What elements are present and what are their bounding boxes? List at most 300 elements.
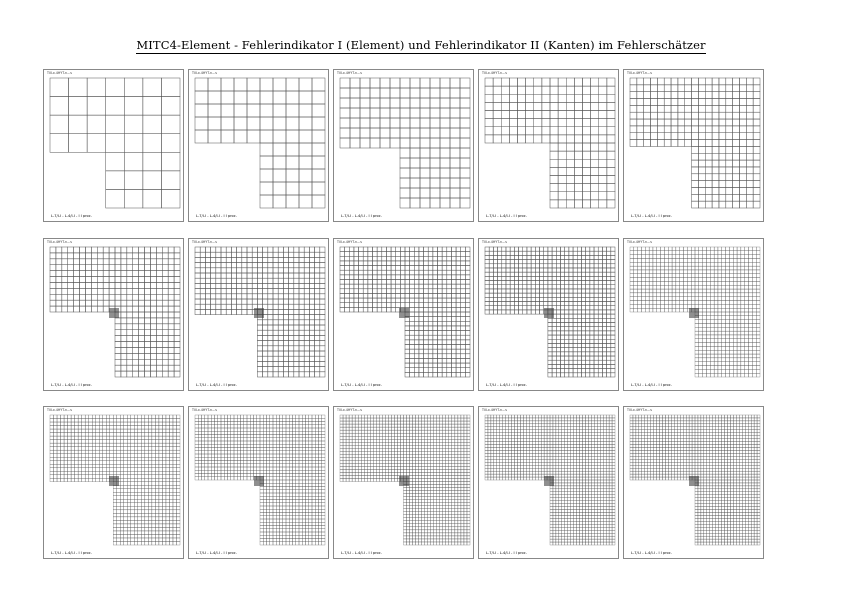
mesh-cell — [565, 310, 569, 314]
mesh-cell — [148, 436, 152, 440]
mesh-cell — [501, 102, 509, 110]
mesh-cell — [531, 297, 535, 301]
mesh-cell — [641, 270, 645, 274]
mesh-cell — [414, 293, 419, 298]
mesh-cell — [211, 451, 214, 454]
mesh-panel — [623, 238, 764, 391]
mesh-cell — [598, 373, 602, 377]
mesh-cell — [359, 284, 364, 289]
mesh-cell — [664, 266, 668, 270]
mesh-cell — [85, 419, 89, 423]
mesh-cell — [442, 363, 447, 368]
mesh-cell — [506, 272, 510, 276]
mesh-cell — [698, 187, 705, 194]
mesh-cell — [211, 457, 214, 460]
mesh-cell — [531, 306, 535, 310]
mesh-cell — [221, 78, 234, 91]
mesh-cell — [115, 277, 121, 283]
mesh-cell — [433, 280, 438, 285]
mesh-cell — [208, 461, 211, 464]
mesh-cell — [121, 271, 127, 277]
mesh-cell — [552, 373, 556, 377]
mesh-cell — [428, 261, 433, 266]
mesh-cell — [289, 273, 294, 278]
mesh-cell — [691, 281, 695, 285]
mesh-cell — [173, 520, 177, 524]
mesh-cell — [703, 373, 707, 377]
mesh-cell — [315, 351, 320, 356]
mesh-cell — [208, 104, 221, 117]
mesh-plot — [334, 70, 475, 223]
mesh-cell — [419, 293, 424, 298]
mesh-cell — [145, 365, 151, 371]
mesh-cell — [78, 440, 82, 444]
mesh-cell — [680, 258, 684, 262]
mesh-cell — [739, 187, 746, 194]
mesh-cell — [573, 302, 577, 306]
mesh-cell — [519, 289, 523, 293]
mesh-cell — [139, 294, 145, 300]
mesh-cell — [257, 273, 262, 278]
mesh-cell — [745, 262, 749, 266]
mesh-cell — [737, 373, 741, 377]
mesh-cell — [556, 343, 560, 347]
mesh-cell — [173, 443, 177, 447]
mesh-cell — [569, 293, 573, 297]
mesh-cell — [82, 422, 86, 426]
mesh-cell — [506, 251, 510, 255]
mesh-cell — [602, 310, 606, 314]
mesh-cell — [451, 326, 456, 331]
mesh-cell — [598, 297, 602, 301]
mesh-cell — [97, 253, 103, 259]
mesh-cell — [498, 251, 502, 255]
mesh-cell — [560, 331, 564, 335]
mesh-cell — [586, 272, 590, 276]
mesh-cell — [501, 119, 509, 127]
mesh-cell — [138, 524, 142, 528]
mesh-cell — [176, 426, 180, 430]
mesh-cell — [705, 160, 712, 167]
mesh-cell — [489, 302, 493, 306]
mesh-cell — [558, 102, 566, 110]
mesh-cell — [729, 350, 733, 354]
mesh-cell — [242, 268, 247, 273]
mesh-cell — [141, 429, 145, 433]
mesh-cell — [57, 468, 61, 472]
mesh-cell — [145, 318, 151, 324]
mesh-cell — [506, 306, 510, 310]
mesh-cell — [377, 293, 382, 298]
mesh-cell — [115, 288, 121, 294]
mesh-cell — [719, 181, 726, 188]
mesh-cell — [363, 275, 368, 280]
mesh-cell — [687, 278, 691, 282]
mesh-cell — [80, 253, 86, 259]
mesh-cell — [565, 297, 569, 301]
mesh-cell — [749, 362, 753, 366]
mesh-cell — [745, 297, 749, 301]
mesh-cell — [569, 276, 573, 280]
mesh-cell — [456, 261, 461, 266]
mesh-cell — [739, 153, 746, 160]
mesh-cell — [304, 273, 309, 278]
mesh-cell — [159, 454, 163, 458]
mesh-cell — [96, 478, 100, 482]
mesh-cell — [729, 285, 733, 289]
mesh-cell — [106, 471, 110, 475]
mesh-cell — [124, 524, 128, 528]
mesh-cell — [433, 270, 438, 275]
mesh-cell — [556, 289, 560, 293]
mesh-cell — [548, 281, 552, 285]
mesh-cell — [109, 294, 115, 300]
mesh-cell — [92, 464, 96, 468]
mesh-cell — [598, 322, 602, 326]
mesh — [195, 415, 325, 545]
mesh-cell — [97, 300, 103, 306]
mesh-cell — [87, 134, 106, 153]
mesh-cell — [315, 273, 320, 278]
mesh-cell — [309, 367, 314, 372]
mesh-panel — [478, 69, 619, 222]
mesh-cell — [710, 362, 714, 366]
mesh-cell — [722, 373, 726, 377]
mesh-cell — [630, 289, 634, 293]
mesh-cell — [139, 318, 145, 324]
mesh-cell — [540, 260, 544, 264]
mesh-cell — [273, 341, 278, 346]
mesh-cell — [138, 489, 142, 493]
mesh-cell — [124, 189, 143, 208]
mesh-cell — [699, 255, 703, 259]
mesh-cell — [278, 247, 283, 252]
mesh-cell — [92, 440, 96, 444]
mesh-cell — [729, 308, 733, 312]
mesh-cell — [202, 435, 205, 438]
mesh-cell — [661, 293, 665, 297]
mesh-cell — [706, 369, 710, 373]
mesh-cell — [424, 358, 429, 363]
mesh-cell — [103, 475, 107, 479]
mesh-cell — [127, 510, 131, 514]
mesh-cell — [360, 138, 370, 148]
mesh-cell — [565, 306, 569, 310]
mesh-cell — [489, 276, 493, 280]
mesh-cell — [590, 285, 594, 289]
mesh-cell — [283, 263, 288, 268]
mesh-cell — [211, 299, 216, 304]
mesh-cell — [57, 457, 61, 461]
mesh-cell — [150, 330, 156, 336]
mesh-cell — [657, 133, 664, 140]
mesh-cell — [703, 274, 707, 278]
mesh-cell — [176, 415, 180, 419]
mesh-cell — [746, 187, 753, 194]
mesh-cell — [127, 517, 131, 521]
mesh-cell — [138, 534, 142, 538]
mesh-cell — [461, 372, 466, 377]
mesh-cell — [205, 467, 208, 470]
mesh-cell — [692, 153, 699, 160]
mesh-cell — [148, 433, 152, 437]
mesh-cell — [195, 428, 198, 431]
mesh-cell — [739, 194, 746, 201]
mesh-cell — [159, 461, 163, 465]
mesh-cell — [718, 266, 722, 270]
mesh-cell — [159, 471, 163, 475]
mesh-cell — [450, 78, 460, 88]
mesh-cell — [124, 426, 128, 430]
mesh-cell — [428, 368, 433, 373]
mesh-cell — [428, 256, 433, 261]
mesh-cell — [714, 369, 718, 373]
mesh-cell — [145, 468, 149, 472]
mesh-cell — [414, 289, 419, 294]
mesh-cell — [737, 281, 741, 285]
mesh-cell — [661, 266, 665, 270]
mesh-cell — [75, 433, 79, 437]
mesh-cell — [145, 433, 149, 437]
mesh-cell — [523, 247, 527, 251]
mesh-cell — [54, 478, 58, 482]
mesh-cell — [565, 322, 569, 326]
mesh-cell — [565, 260, 569, 264]
mesh-cell — [523, 264, 527, 268]
mesh-cell — [221, 117, 234, 130]
mesh-cell — [278, 325, 283, 330]
mesh-cell — [714, 251, 718, 255]
mesh-cell — [155, 436, 159, 440]
mesh-cell — [410, 252, 415, 257]
mesh-cell — [684, 247, 688, 251]
mesh-cell — [386, 247, 391, 252]
mesh-cell — [630, 140, 637, 147]
mesh-cell — [198, 435, 201, 438]
mesh-cell — [127, 415, 131, 419]
mesh-cell — [752, 358, 756, 362]
mesh-cell — [156, 282, 162, 288]
mesh-cell — [113, 510, 117, 514]
mesh-cell — [698, 126, 705, 133]
mesh-cell — [396, 270, 401, 275]
mesh-cell — [304, 247, 309, 252]
mesh-cell — [115, 365, 121, 371]
mesh-cell — [61, 461, 65, 465]
mesh-cell — [607, 343, 611, 347]
mesh-cell — [752, 274, 756, 278]
mesh-cell — [68, 422, 72, 426]
mesh-cell — [195, 257, 200, 262]
mesh-cell — [586, 293, 590, 297]
mesh-cell — [607, 302, 611, 306]
mesh-cell — [71, 440, 75, 444]
mesh-cell — [695, 358, 699, 362]
mesh-cell — [195, 309, 200, 314]
mesh-cell — [80, 294, 86, 300]
mesh-cell — [581, 251, 585, 255]
mesh-cell — [456, 303, 461, 308]
mesh-cell — [205, 474, 208, 477]
mesh-cell — [162, 271, 168, 277]
mesh-cell — [166, 478, 170, 482]
mesh-cell — [162, 347, 168, 353]
mesh-cell — [278, 283, 283, 288]
mesh-cell — [148, 454, 152, 458]
mesh-cell — [726, 266, 730, 270]
mesh-cell — [109, 247, 115, 253]
mesh-cell — [159, 447, 163, 451]
mesh-cell — [676, 278, 680, 282]
mesh-cell — [168, 259, 174, 265]
mesh-cell — [722, 331, 726, 335]
mesh-cell — [611, 285, 615, 289]
mesh-cell — [62, 265, 68, 271]
mesh-cell — [442, 340, 447, 345]
mesh-cell — [591, 159, 599, 167]
mesh-cell — [363, 293, 368, 298]
mesh-cell — [684, 285, 688, 289]
mesh-cell — [502, 289, 506, 293]
mesh-cell — [117, 492, 121, 496]
mesh-cell — [234, 117, 247, 130]
mesh-cell — [120, 471, 124, 475]
mesh-cell — [294, 289, 299, 294]
mesh-cell — [377, 252, 382, 257]
mesh-cell — [216, 289, 221, 294]
mesh-cell — [718, 316, 722, 320]
mesh-cell — [109, 288, 115, 294]
mesh-cell — [691, 285, 695, 289]
mesh-cell — [127, 277, 133, 283]
mesh-cell — [752, 331, 756, 335]
mesh-cell — [726, 323, 730, 327]
mesh-cell — [602, 352, 606, 356]
mesh-cell — [97, 271, 103, 277]
mesh-cell — [340, 280, 345, 285]
mesh-cell — [386, 289, 391, 294]
mesh-cell — [208, 448, 211, 451]
mesh-cell — [159, 485, 163, 489]
mesh-cell — [451, 247, 456, 252]
mesh-cell — [703, 343, 707, 347]
mesh-cell — [649, 289, 653, 293]
mesh-cell — [691, 266, 695, 270]
mesh-cell — [726, 339, 730, 343]
mesh-cell — [211, 422, 214, 425]
mesh-cell — [433, 321, 438, 326]
mesh-cell — [124, 513, 128, 517]
mesh-cell — [380, 88, 390, 98]
mesh-cell — [405, 358, 410, 363]
mesh-cell — [138, 450, 142, 454]
mesh-cell — [565, 348, 569, 352]
mesh-cell — [634, 270, 638, 274]
mesh-cell — [173, 503, 177, 507]
mesh-cell — [726, 247, 730, 251]
mesh-cell — [150, 294, 156, 300]
mesh-cell — [141, 496, 145, 500]
mesh-cell — [465, 368, 470, 373]
mesh-cell — [598, 285, 602, 289]
mesh-cell — [162, 426, 166, 430]
mesh-cell — [714, 335, 718, 339]
mesh-cell — [573, 268, 577, 272]
mesh-cell — [569, 335, 573, 339]
mesh-cell — [569, 302, 573, 306]
mesh-cell — [641, 297, 645, 301]
mesh-cell — [127, 541, 131, 545]
mesh-cell — [590, 276, 594, 280]
mesh-cell — [78, 447, 82, 451]
mesh-cell — [74, 247, 80, 253]
mesh-cell — [611, 310, 615, 314]
mesh-cell — [611, 369, 615, 373]
mesh-cell — [377, 247, 382, 252]
mesh-cell — [127, 371, 133, 377]
mesh-cell — [602, 318, 606, 322]
mesh-cell — [110, 468, 114, 472]
mesh-cell — [263, 289, 268, 294]
mesh-cell — [360, 108, 370, 118]
mesh-cell — [133, 253, 139, 259]
mesh-cell — [590, 247, 594, 251]
mesh-cell — [195, 467, 198, 470]
mesh-cell — [726, 126, 733, 133]
corner-refinement — [254, 308, 264, 318]
mesh-cell — [121, 312, 127, 318]
mesh-cell — [680, 289, 684, 293]
mesh-cell — [115, 259, 121, 265]
mesh-cell — [242, 309, 247, 314]
mesh-cell — [653, 293, 657, 297]
mesh-cell — [131, 489, 135, 493]
mesh-cell — [756, 258, 760, 262]
mesh-cell — [99, 464, 103, 468]
mesh-cell — [698, 146, 705, 153]
mesh-cell — [695, 251, 699, 255]
mesh-cell — [247, 268, 252, 273]
mesh-cell — [599, 78, 607, 86]
mesh-cell — [556, 281, 560, 285]
mesh-cell — [489, 268, 493, 272]
mesh-cell — [712, 112, 719, 119]
mesh-cell — [410, 266, 415, 271]
mesh-cell — [410, 372, 415, 377]
mesh-cell — [442, 252, 447, 257]
mesh-cell — [456, 354, 461, 359]
mesh-cell — [162, 277, 168, 283]
mesh-cell — [594, 339, 598, 343]
mesh-cell — [134, 541, 138, 545]
mesh-cell — [373, 280, 378, 285]
mesh-cell — [544, 272, 548, 276]
mesh-cell — [103, 300, 109, 306]
mesh-cell — [145, 282, 151, 288]
mesh-cell — [85, 464, 89, 468]
mesh-cell — [152, 464, 156, 468]
mesh-cell — [726, 251, 730, 255]
mesh-cell — [433, 340, 438, 345]
mesh-cell — [124, 457, 128, 461]
mesh-cell — [501, 135, 509, 143]
mesh-cell — [741, 354, 745, 358]
mesh-cell — [574, 78, 582, 86]
mesh-cell — [737, 323, 741, 327]
mesh-cell — [377, 289, 382, 294]
mesh-cell — [558, 119, 566, 127]
mesh-cell — [450, 118, 460, 128]
